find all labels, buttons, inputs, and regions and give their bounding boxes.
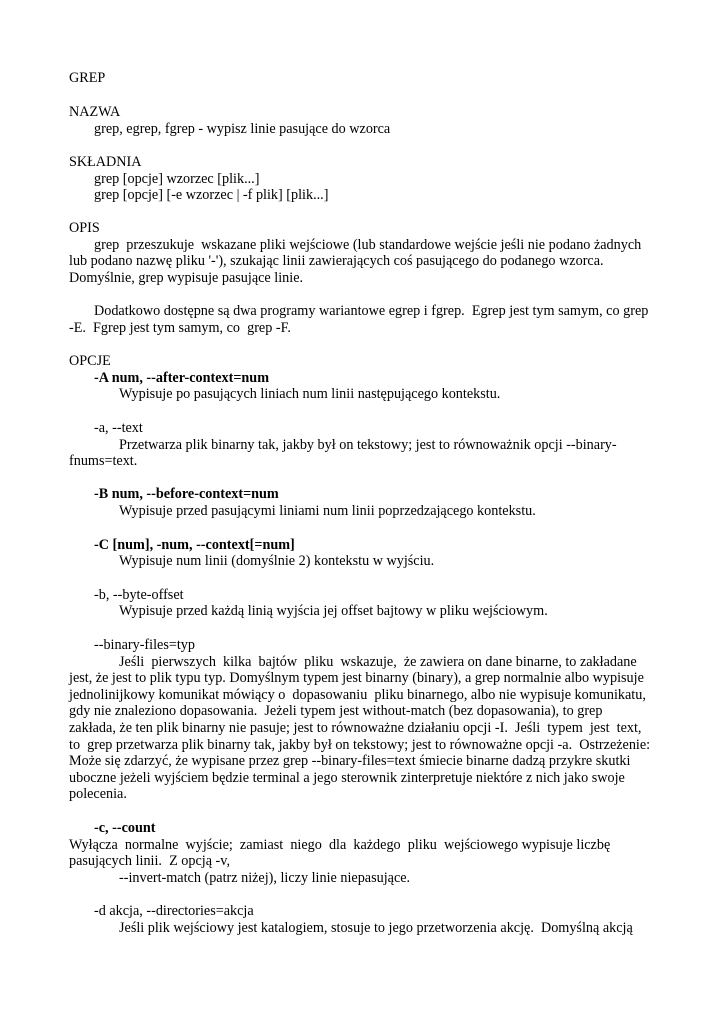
document-title: GREP: [69, 70, 106, 86]
option-term: -C [num], -num, --context[=num]: [94, 537, 295, 553]
option-description: gdy nie znaleziono dopasowania. Jeżeli typem jest without-match (bez dopasowania), to grep: [69, 703, 603, 719]
option-description: --invert-match (patrz niżej), liczy linie niepasujące.: [119, 870, 411, 886]
option-description: polecenia.: [69, 786, 127, 802]
option-description: pasujących linii. Z opcją -v,: [69, 853, 231, 869]
option-description: Może się zdarzyć, że wypisane przez grep --binary-files=text śmiecie binarne dadzą przykre skutki: [69, 753, 631, 769]
section-heading-name: NAZWA: [69, 104, 121, 120]
option-term: -B num, --before-context=num: [94, 486, 279, 502]
option-description: uboczne jeżeli wyjściem będzie terminal a jego sterownik zinterpretuje niektóre z nich jako swoje: [69, 770, 625, 786]
option-description: Wypisuje num linii (domyślnie 2) kontekstu w wyjściu.: [119, 553, 435, 569]
option-description: to grep przetwarza plik binarny tak, jakby był on tekstowy; jest to równoważne opcji -a. Ostrzeżenie:: [69, 737, 651, 753]
option-description: Jeśli plik wejściowy jest katalogiem, stosuje to jego przetworzenia akcję. Domyślną akcją: [119, 920, 633, 936]
description-line: Dodatkowo dostępne są dwa programy wariantowe egrep i fgrep. Egrep jest tym samym, co grep: [94, 303, 649, 319]
synopsis-line: grep [opcje] wzorzec [plik...]: [94, 171, 260, 187]
section-heading-options: OPCJE: [69, 353, 111, 369]
option-description: Jeśli pierwszych kilka bajtów pliku wskazuje, że zawiera on dane binarne, to zakładane: [119, 654, 637, 670]
name-line: grep, egrep, fgrep - wypisz linie pasujące do wzorca: [94, 121, 391, 137]
section-heading-description: OPIS: [69, 220, 100, 236]
option-description: zakłada, że ten plik binarny nie pasuje; jest to równoważne działaniu opcji -I. Jeśli typem jest text,: [69, 720, 642, 736]
option-description: jednolinijkowy komunikat mówiący o dopasowaniu pliku binarnego, albo nie wypisuje komunikatu,: [69, 687, 646, 703]
description-line: grep przeszukuje wskazane pliki wejściowe (lub standardowe wejście jeśli nie podano żadnych: [94, 237, 642, 253]
description-line: lub podano nazwę pliku '-'), szukając linii zawierających coś pasującego do podanego wzorca.: [69, 253, 604, 269]
option-term: -c, --count: [94, 820, 156, 836]
option-description: Wypisuje przed pasującymi liniami num linii poprzedzającego kontekstu.: [119, 503, 536, 519]
option-description: Wypisuje po pasujących liniach num linii następującego kontekstu.: [119, 386, 501, 402]
description-line: -E. Fgrep jest tym samym, co grep -F.: [69, 320, 291, 336]
option-description: Przetwarza plik binarny tak, jakby był on tekstowy; jest to równoważnik opcji --binary-: [119, 437, 617, 453]
option-description: jest, że jest to plik typu typ. Domyślnym typem jest binarny (binary), a grep normalnie albo wypisuje: [69, 670, 644, 686]
synopsis-line: grep [opcje] [-e wzorzec | -f plik] [plik...]: [94, 187, 329, 203]
option-term: -b, --byte-offset: [94, 587, 184, 603]
option-description: Wyłącza normalne wyjście; zamiast niego dla każdego pliku wejściowego wypisuje liczbę: [69, 837, 611, 853]
option-description: Wypisuje przed każdą linią wyjścia jej offset bajtowy w pliku wejściowym.: [119, 603, 548, 619]
option-term: --binary-files=typ: [94, 637, 195, 653]
option-description: fnums=text.: [69, 453, 138, 469]
option-term: -d akcja, --directories=akcja: [94, 903, 254, 919]
option-term: -a, --text: [94, 420, 143, 436]
section-heading-synopsis: SKŁADNIA: [69, 154, 142, 170]
description-line: Domyślnie, grep wypisuje pasujące linie.: [69, 270, 304, 286]
option-term: -A num, --after-context=num: [94, 370, 270, 386]
